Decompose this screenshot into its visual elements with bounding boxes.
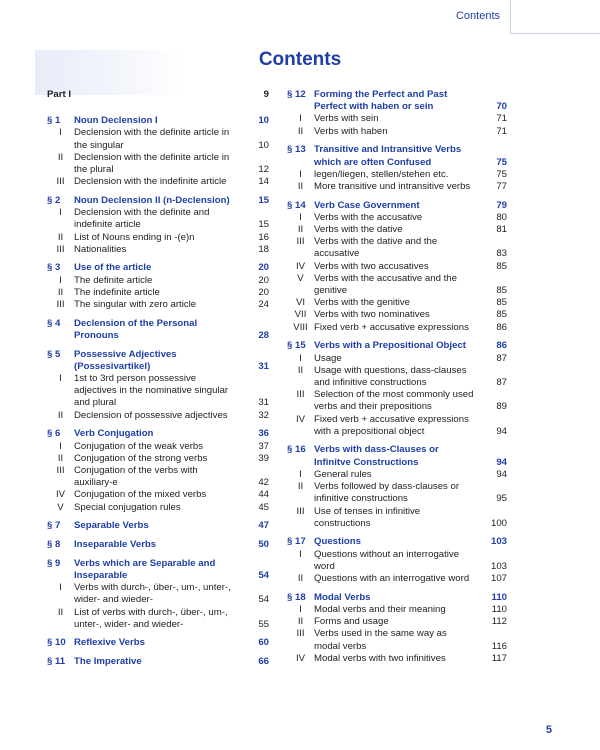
subsection-number: IV bbox=[295, 413, 306, 425]
section-page: 31 bbox=[258, 360, 269, 372]
subsection-title: The definite article bbox=[74, 274, 153, 286]
section-page: 36 bbox=[258, 428, 269, 440]
subsection-number: I bbox=[299, 603, 302, 615]
running-head: Contents bbox=[455, 10, 500, 22]
subsection-number: I bbox=[299, 113, 302, 125]
subsection-number: III bbox=[296, 389, 305, 401]
section-page: 79 bbox=[496, 199, 507, 211]
subsection-page: 45 bbox=[258, 501, 269, 513]
subsection-page: 110 bbox=[491, 603, 507, 615]
subsection-page: 24 bbox=[258, 299, 269, 311]
toc-subsection[interactable] bbox=[47, 244, 269, 256]
toc-section-heading[interactable] bbox=[287, 89, 507, 113]
toc-subsection[interactable] bbox=[47, 207, 269, 231]
subsection-page: 85 bbox=[496, 285, 507, 297]
subsection-title: Selection of the most commonly used verbs and their prepositions bbox=[314, 389, 474, 413]
section-title: Modal Verbs bbox=[314, 591, 371, 603]
toc-section-heading[interactable] bbox=[287, 592, 507, 604]
subsection-page: 32 bbox=[258, 409, 269, 421]
subsection-page: 83 bbox=[496, 248, 507, 260]
subsection-number: II bbox=[57, 452, 64, 464]
subsection-title: Conjugation of the mixed verbs bbox=[74, 489, 207, 501]
section-number: § 15 bbox=[287, 340, 306, 352]
subsection-number: IV bbox=[55, 489, 66, 501]
subsection-page: 20 bbox=[258, 286, 269, 298]
page-title: Contents bbox=[258, 49, 342, 70]
subsection-title: Verbs with the genitive bbox=[314, 297, 410, 309]
subsection-title: Modal verbs and their meaning bbox=[314, 603, 446, 615]
subsection-title: List of verbs with durch-, über-, um-, unter-, wider- and wieder- bbox=[74, 606, 228, 630]
subsection-page: 18 bbox=[258, 243, 269, 255]
toc-subsection[interactable] bbox=[287, 616, 507, 628]
section-page: 50 bbox=[258, 539, 269, 550]
subsection-number: I bbox=[299, 168, 302, 180]
section-page: 110 bbox=[491, 591, 507, 603]
section-page: 47 bbox=[258, 520, 269, 532]
subsection-title: Verbs with the dative and the accusative bbox=[314, 236, 438, 260]
subsection-page: 85 bbox=[496, 260, 507, 272]
subsection-number: II bbox=[57, 606, 64, 618]
subsection-page: 81 bbox=[496, 224, 507, 236]
subsection-title: Fixed verb + accusative expressions with a prepositional object bbox=[314, 413, 469, 437]
subsection-title: The singular with zero article bbox=[74, 299, 197, 311]
subsection-page: 86 bbox=[496, 321, 507, 333]
subsection-number: II bbox=[297, 364, 304, 376]
toc-subsection[interactable] bbox=[47, 502, 269, 514]
toc-section bbox=[47, 349, 269, 422]
toc-subsection[interactable] bbox=[287, 365, 507, 389]
section-number: § 10 bbox=[47, 637, 66, 649]
subsection-page: 117 bbox=[491, 652, 507, 664]
section-title: Noun Declension II (n-Declension) bbox=[74, 194, 230, 206]
subsection-title: Use of tenses in infinitive constructions bbox=[314, 505, 421, 529]
subsection-number: II bbox=[57, 409, 64, 421]
subsection-page: 55 bbox=[258, 618, 269, 630]
toc-subsection[interactable] bbox=[47, 152, 269, 176]
toc-section bbox=[47, 539, 269, 551]
section-number: § 18 bbox=[287, 591, 306, 603]
subsection-title: General rules bbox=[314, 468, 372, 480]
subsection-page: 12 bbox=[258, 164, 269, 176]
section-title: Forming the Perfect and Past Perfect with haben or sein bbox=[314, 89, 448, 113]
section-title: Verbs with a Prepositional Object bbox=[314, 340, 466, 352]
subsection-title: Declension with the indefinite article bbox=[74, 176, 227, 188]
toc-section-heading[interactable] bbox=[47, 539, 269, 551]
toc-subsection[interactable] bbox=[287, 273, 507, 297]
section-title: Verbs which are Separable and Inseparable bbox=[74, 557, 216, 581]
toc-subsection[interactable] bbox=[287, 549, 507, 573]
toc-section bbox=[47, 428, 269, 513]
subsection-title: Verbs used in the same way as modal verbs bbox=[314, 628, 447, 652]
subsection-number: III bbox=[56, 299, 65, 311]
section-number: § 3 bbox=[47, 262, 61, 274]
toc-subsection[interactable] bbox=[287, 126, 507, 138]
subsection-page: 87 bbox=[496, 352, 507, 364]
subsection-number: III bbox=[296, 236, 305, 248]
subsection-page: 44 bbox=[258, 489, 269, 501]
subsection-page: 15 bbox=[258, 219, 269, 231]
toc-subsection[interactable] bbox=[287, 414, 507, 438]
subsection-number: III bbox=[296, 628, 305, 640]
toc-section-heading[interactable] bbox=[47, 195, 269, 207]
subsection-page: 54 bbox=[258, 594, 269, 606]
subsection-number: II bbox=[297, 125, 304, 137]
section-title: Declension of the Personal Pronouns bbox=[74, 317, 198, 341]
toc-section bbox=[47, 115, 269, 188]
toc-subsection[interactable] bbox=[287, 322, 507, 334]
section-number: § 1 bbox=[47, 115, 61, 127]
subsection-number: V bbox=[297, 272, 304, 284]
section-title: Reflexive Verbs bbox=[74, 637, 145, 649]
toc-subsection[interactable] bbox=[47, 275, 269, 287]
subsection-page: 95 bbox=[496, 493, 507, 505]
section-title: Noun Declension I bbox=[74, 115, 158, 127]
subsection-title: Verbs with two nominatives bbox=[314, 309, 430, 321]
subsection-page: 31 bbox=[258, 397, 269, 409]
subsection-page: 85 bbox=[496, 309, 507, 321]
section-page: 86 bbox=[496, 340, 507, 352]
subsection-number: I bbox=[59, 582, 62, 594]
section-title: Verbs with dass-Clauses or Infinitve Constructions bbox=[314, 444, 439, 468]
toc-subsection[interactable] bbox=[47, 287, 269, 299]
part-page: 9 bbox=[263, 89, 269, 100]
subsection-page: 75 bbox=[496, 168, 507, 180]
subsection-page: 116 bbox=[491, 640, 507, 652]
subsection-number: VIII bbox=[293, 321, 308, 333]
subsection-number: I bbox=[299, 352, 302, 364]
toc-subsection[interactable] bbox=[47, 127, 269, 151]
subsection-title: Verbs followed by dass-clauses or infinitive constructions bbox=[314, 481, 460, 505]
subsection-page: 100 bbox=[490, 517, 507, 529]
toc-section-heading[interactable] bbox=[287, 340, 507, 352]
toc-subsection[interactable] bbox=[287, 469, 507, 481]
toc-section bbox=[287, 340, 507, 438]
toc-subsection[interactable] bbox=[47, 465, 269, 489]
section-title: The Imperative bbox=[74, 656, 142, 668]
subsection-title: Forms and usage bbox=[314, 616, 389, 628]
subsection-number: III bbox=[296, 505, 305, 517]
subsection-title: List of Nouns ending in -(e)n bbox=[74, 231, 195, 243]
subsection-title: Declension of possessive adjectives bbox=[74, 409, 228, 421]
subsection-page: 107 bbox=[490, 573, 507, 585]
section-page: 103 bbox=[490, 536, 507, 548]
subsection-page: 89 bbox=[496, 401, 507, 413]
toc-subsection[interactable] bbox=[287, 353, 507, 365]
subsection-title: Modal verbs with two infinitives bbox=[314, 652, 446, 664]
subsection-page: 71 bbox=[496, 113, 507, 125]
toc-sections-right bbox=[287, 89, 507, 665]
subsection-number: V bbox=[57, 501, 64, 513]
subsection-title: Conjugation of the verbs with auxiliary-e bbox=[74, 464, 198, 489]
subsection-title: Usage bbox=[314, 352, 342, 364]
subsection-page: 85 bbox=[496, 297, 507, 309]
page-number: 5 bbox=[545, 723, 552, 736]
subsection-number: I bbox=[299, 548, 302, 560]
part-label: Part I bbox=[47, 89, 71, 100]
subsection-page: 42 bbox=[258, 477, 269, 489]
section-title: Separable Verbs bbox=[74, 520, 149, 532]
subsection-number: I bbox=[299, 211, 302, 223]
section-number: § 14 bbox=[287, 199, 306, 211]
subsection-title: Declension with the definite and indefinite article bbox=[74, 207, 210, 231]
subsection-title: Conjugation of the strong verbs bbox=[74, 452, 208, 464]
section-number: § 16 bbox=[287, 444, 306, 456]
section-page: 70 bbox=[496, 101, 507, 113]
toc-section bbox=[287, 200, 507, 334]
toc-subsection[interactable] bbox=[287, 481, 507, 505]
subsection-page: 37 bbox=[258, 440, 269, 452]
subsection-title: Fixed verb + accusative expressions bbox=[314, 321, 469, 333]
subsection-title: Conjugation of the weak verbs bbox=[74, 440, 204, 452]
toc-section-heading[interactable] bbox=[47, 558, 269, 582]
toc-section bbox=[287, 592, 507, 665]
toc-section-heading[interactable] bbox=[287, 536, 507, 548]
subsection-title: legen/liegen, stellen/stehen etc. bbox=[314, 168, 449, 180]
toc-section bbox=[287, 144, 507, 193]
toc-section-heading[interactable] bbox=[47, 262, 269, 274]
subsection-page: 14 bbox=[258, 176, 269, 188]
toc-section-heading[interactable] bbox=[287, 200, 507, 212]
subsection-page: 94 bbox=[496, 468, 507, 480]
subsection-number: II bbox=[57, 231, 64, 243]
subsection-title: Verbs with durch-, über-, um-, unter-, wider- and wieder- bbox=[74, 582, 231, 606]
subsection-title: Verbs with sein bbox=[314, 113, 379, 125]
toc-section-heading[interactable] bbox=[47, 349, 269, 373]
subsection-page: 71 bbox=[496, 125, 507, 137]
subsection-number: I bbox=[59, 207, 62, 219]
subsection-number: VI bbox=[295, 297, 306, 309]
subsection-number: II bbox=[297, 224, 304, 236]
subsection-title: Questions with an interrogative word bbox=[314, 573, 470, 585]
subsection-page: 94 bbox=[496, 425, 507, 437]
subsection-number: II bbox=[297, 481, 304, 493]
subsection-page: 112 bbox=[491, 616, 507, 628]
toc-subsection[interactable] bbox=[47, 373, 269, 410]
section-title: Inseparable Verbs bbox=[74, 539, 157, 550]
section-page: 20 bbox=[258, 262, 269, 274]
toc-section bbox=[47, 520, 269, 532]
section-page: 10 bbox=[258, 115, 269, 127]
toc-subsection[interactable] bbox=[287, 224, 507, 236]
toc-subsection[interactable] bbox=[287, 389, 507, 413]
subsection-title: Verbs with two accusatives bbox=[314, 260, 429, 272]
section-title: Questions bbox=[314, 536, 361, 548]
toc-subsection[interactable] bbox=[287, 181, 507, 193]
subsection-title: Declension with the definite article in the singular bbox=[74, 127, 230, 151]
subsection-title: 1st to 3rd person possessive adjectives in the nominative singular and plural bbox=[74, 373, 229, 409]
section-title: Verb Case Government bbox=[314, 199, 420, 211]
subsection-number: I bbox=[59, 373, 62, 385]
toc-section bbox=[287, 444, 507, 529]
subsection-number: VII bbox=[294, 309, 307, 321]
toc-section-heading[interactable] bbox=[47, 115, 269, 127]
toc-subsection[interactable] bbox=[47, 410, 269, 422]
section-number: § 17 bbox=[287, 536, 306, 548]
subsection-number: II bbox=[297, 573, 304, 585]
subsection-title: Questions without an interrogative word bbox=[314, 548, 460, 572]
toc-sections-left bbox=[47, 115, 269, 668]
subsection-number: IV bbox=[295, 652, 306, 664]
section-page: 60 bbox=[258, 637, 269, 649]
toc-subsection[interactable] bbox=[47, 441, 269, 453]
section-number: § 7 bbox=[47, 520, 61, 532]
subsection-title: Verbs with haben bbox=[314, 125, 388, 137]
subsection-page: 103 bbox=[490, 560, 507, 572]
section-title: Possessive Adjectives (Possesivartikel) bbox=[74, 348, 177, 372]
toc-subsection[interactable] bbox=[287, 113, 507, 125]
subsection-number: I bbox=[59, 127, 62, 139]
subsection-title: Special conjugation rules bbox=[74, 501, 181, 513]
toc-section bbox=[287, 536, 507, 585]
toc-subsection[interactable] bbox=[47, 232, 269, 244]
toc-subsection[interactable] bbox=[47, 299, 269, 311]
toc-subsection[interactable] bbox=[287, 297, 507, 309]
subsection-page: 16 bbox=[258, 231, 269, 243]
toc-column-right bbox=[287, 89, 507, 671]
toc-section bbox=[47, 656, 269, 668]
subsection-number: II bbox=[57, 151, 64, 163]
section-number: § 2 bbox=[47, 194, 61, 206]
toc-subsection[interactable] bbox=[287, 604, 507, 616]
subsection-number: I bbox=[59, 440, 62, 452]
section-number: § 12 bbox=[287, 89, 306, 100]
toc-section bbox=[287, 89, 507, 138]
corner-tab bbox=[510, 0, 600, 33]
subsection-number: IV bbox=[295, 260, 306, 272]
subsection-page: 10 bbox=[258, 139, 269, 151]
section-page: 75 bbox=[496, 156, 507, 168]
subsection-title: Verbs with the accusative and the genitive bbox=[314, 272, 457, 297]
toc-section-heading[interactable] bbox=[47, 637, 269, 649]
toc-section bbox=[47, 195, 269, 256]
subsection-number: II bbox=[297, 180, 304, 192]
subsection-title: More transitive und intransitive verbs bbox=[314, 180, 471, 192]
section-title: Use of the article bbox=[74, 262, 152, 274]
subsection-title: Verbs with the accusative bbox=[314, 211, 423, 223]
section-number: § 9 bbox=[47, 557, 61, 569]
section-title: Verb Conjugation bbox=[74, 428, 154, 440]
toc-subsection[interactable] bbox=[287, 573, 507, 585]
toc-subsection[interactable] bbox=[287, 236, 507, 260]
subsection-page: 87 bbox=[496, 376, 507, 388]
toc-subsection[interactable] bbox=[47, 176, 269, 188]
subsection-page: 77 bbox=[496, 180, 507, 192]
toc-section-heading[interactable] bbox=[287, 144, 507, 168]
toc-subsection[interactable] bbox=[47, 489, 269, 501]
toc-subsection[interactable] bbox=[47, 607, 269, 631]
section-number: § 8 bbox=[47, 539, 61, 550]
subsection-title: Nationalities bbox=[74, 243, 127, 255]
section-page: 28 bbox=[258, 329, 269, 341]
subsection-number: III bbox=[56, 464, 65, 476]
section-number: § 11 bbox=[47, 656, 66, 668]
toc-subsection[interactable] bbox=[287, 212, 507, 224]
section-page: 66 bbox=[258, 656, 269, 668]
toc-section bbox=[47, 558, 269, 631]
subsection-title: Declension with the definite article in the plural bbox=[74, 151, 230, 176]
section-page: 94 bbox=[496, 456, 507, 468]
subsection-page: 80 bbox=[496, 211, 507, 223]
toc-subsection[interactable] bbox=[47, 582, 269, 606]
toc-subsection[interactable] bbox=[287, 169, 507, 181]
toc-section-heading[interactable] bbox=[287, 444, 507, 468]
subsection-title: Usage with questions, dass-clauses and infinitive constructions bbox=[314, 364, 467, 388]
section-page: 54 bbox=[258, 569, 269, 581]
section-number: § 6 bbox=[47, 428, 61, 440]
toc-column-left bbox=[47, 89, 269, 675]
toc-section-heading[interactable] bbox=[47, 656, 269, 668]
toc-subsection[interactable] bbox=[287, 506, 507, 530]
toc-section bbox=[47, 262, 269, 311]
toc-section-heading[interactable] bbox=[47, 318, 269, 342]
toc-section bbox=[47, 637, 269, 649]
toc-subsection[interactable] bbox=[287, 653, 507, 665]
subsection-number: I bbox=[59, 274, 62, 286]
subsection-title: Verbs with the dative bbox=[314, 224, 403, 236]
subsection-number: III bbox=[56, 176, 65, 188]
section-page: 15 bbox=[258, 194, 269, 206]
toc-section-heading[interactable] bbox=[47, 428, 269, 440]
toc-subsection[interactable] bbox=[287, 628, 507, 652]
section-title: Transitive and Intransitive Verbs which are often Confused bbox=[314, 144, 462, 168]
subsection-number: II bbox=[57, 286, 64, 298]
section-number: § 4 bbox=[47, 317, 61, 329]
subsection-number: I bbox=[299, 468, 302, 480]
subsection-page: 20 bbox=[258, 274, 269, 286]
toc-section bbox=[47, 318, 269, 342]
toc-subsection[interactable] bbox=[287, 309, 507, 321]
toc-subsection[interactable] bbox=[287, 261, 507, 273]
toc-part-heading bbox=[47, 89, 269, 101]
section-number: § 5 bbox=[47, 348, 61, 360]
subsection-number: III bbox=[56, 243, 65, 255]
toc-section-heading[interactable] bbox=[47, 520, 269, 532]
section-number: § 13 bbox=[287, 144, 306, 156]
subsection-title: The indefinite article bbox=[74, 286, 160, 298]
subsection-number: II bbox=[297, 616, 304, 628]
toc-subsection[interactable] bbox=[47, 453, 269, 465]
subsection-page: 39 bbox=[258, 452, 269, 464]
